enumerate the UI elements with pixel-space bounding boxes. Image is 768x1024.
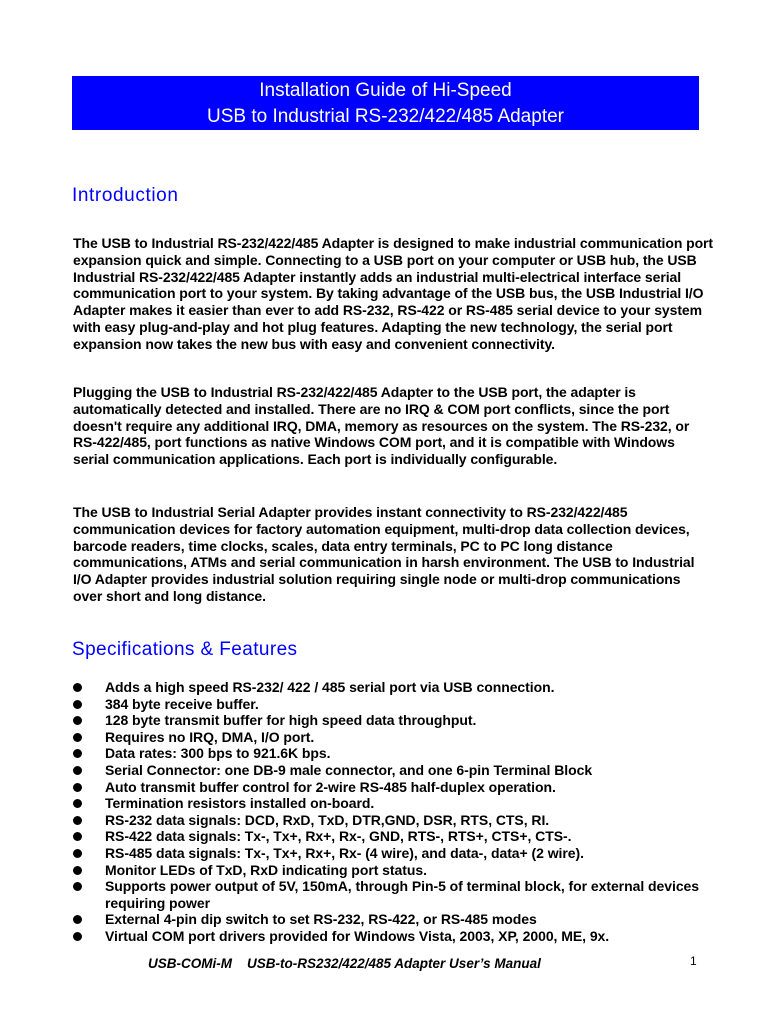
bullet-icon <box>73 832 82 841</box>
list-item <box>0 696 768 713</box>
specifications-list <box>0 679 768 945</box>
bullet-icon <box>73 849 82 858</box>
intro-paragraph-1: The USB to Industrial RS-232/422/485 Adapter is designed to make industrial communication port expansion quick and simple. Connecting to a USB port on your computer or USB hub, the USB Industrial RS-232/422/485 Adapter instantly adds an industrial multi-electrical interface serial communication port to your system. By taking advantage of the USB bus, the USB Industrial I/O Adapter makes it easier than ever to add RS-232, RS-422 or RS-485 serial device to your system with easy plug-and-play and hot plug features. Adapting the new technology, the serial port expansion now takes the new bus with easy and convenient connectivity. <box>73 235 713 352</box>
list-item-text: 128 byte transmit buffer for high speed data throughput. <box>105 712 477 729</box>
list-item-text: 384 byte receive buffer. <box>105 695 259 712</box>
list-item-text: Data rates: 300 bps to 921.6K bps. <box>105 745 331 762</box>
bullet-icon <box>73 882 82 891</box>
list-item <box>0 911 768 928</box>
bullet-icon <box>73 716 82 725</box>
list-item-text: Adds a high speed RS-232/ 422 / 485 serial port via USB connection. <box>105 679 555 695</box>
bullet-icon <box>73 749 82 758</box>
bullet-icon <box>73 816 82 825</box>
title-line-2: USB to Industrial RS-232/422/485 Adapter <box>206 106 564 127</box>
list-item <box>0 779 768 796</box>
list-item <box>0 679 768 696</box>
list-item <box>0 928 768 945</box>
list-item <box>0 845 768 862</box>
list-item-text: Termination resistors installed on-board. <box>105 795 375 812</box>
introduction-heading: Introduction <box>72 185 179 206</box>
title-line-1: Installation Guide of Hi-Speed <box>259 80 512 101</box>
list-item <box>0 795 768 812</box>
list-item <box>0 729 768 746</box>
bullet-icon <box>73 932 82 941</box>
bullet-icon <box>73 700 82 709</box>
list-item <box>0 712 768 729</box>
list-item-text: Serial Connector: one DB-9 male connector, and one 6-pin Terminal Block <box>105 761 593 778</box>
list-item <box>0 762 768 779</box>
list-item-text: RS-232 data signals: DCD, RxD, TxD, DTR,GND, DSR, RTS, CTS, RI. <box>105 811 550 828</box>
list-item <box>0 862 768 879</box>
bullet-icon <box>73 766 82 775</box>
document-title-banner <box>72 76 699 130</box>
list-item <box>0 828 768 845</box>
list-item <box>0 878 768 911</box>
list-item-text: Requires no IRQ, DMA, I/O port. <box>105 728 315 745</box>
intro-paragraph-2: Plugging the USB to Industrial RS-232/422/485 Adapter to the USB port, the adapter is automatically detected and installed. There are no IRQ & COM port conflicts, since the port doesn't require any additional IRQ, DMA, memory as resources on the system. The RS-232, or RS-422/485, port functions as native Windows COM port, and it is compatible with Windows serial communication applications. Each port is individually configurable. <box>73 384 690 468</box>
bullet-icon <box>73 915 82 924</box>
list-item-text: Virtual COM port drivers provided for Windows Vista, 2003, XP, 2000, ME, 9x. <box>105 927 610 944</box>
specifications-heading: Specifications & Features <box>72 639 298 660</box>
list-item-text: RS-485 data signals: Tx-, Tx+, Rx+, Rx- (4 wire), and data-, data+ (2 wire). <box>105 844 584 861</box>
list-item-text: RS-422 data signals: Tx-, Tx+, Rx+, Rx-, GND, RTS-, RTS+, CTS+, CTS-. <box>105 828 572 845</box>
list-item <box>0 812 768 829</box>
bullet-icon <box>73 733 82 742</box>
bullet-icon <box>73 799 82 808</box>
footer-manual-title: USB-COMi-M USB-to-RS232/422/485 Adapter User’s Manual <box>148 956 541 971</box>
list-item-text: Monitor LEDs of TxD, RxD indicating port status. <box>105 861 427 878</box>
list-item-text: Auto transmit buffer control for 2-wire RS-485 half-duplex operation. <box>105 778 556 795</box>
bullet-icon <box>73 683 82 692</box>
intro-paragraph-3: The USB to Industrial Serial Adapter provides instant connectivity to RS-232/422/485 communication devices for factory automation equipment, multi-drop data collection devices, barcode readers, time clocks, scales, data entry terminals, PC to PC long distance communications, ATMs and serial communication in harsh environment. The USB to Industrial I/O Adapter provides industrial solution requiring single node or multi-drop communications over short and long distance. <box>73 504 695 604</box>
bullet-icon <box>73 866 82 875</box>
bullet-icon <box>73 783 82 792</box>
page-number: 1 <box>690 954 697 968</box>
list-item-text: Supports power output of 5V, 150mA, through Pin-5 of terminal block, for external devices requiring power <box>105 878 700 911</box>
list-item-text: External 4-pin dip switch to set RS-232, RS-422, or RS-485 modes <box>105 911 537 928</box>
list-item <box>0 745 768 762</box>
